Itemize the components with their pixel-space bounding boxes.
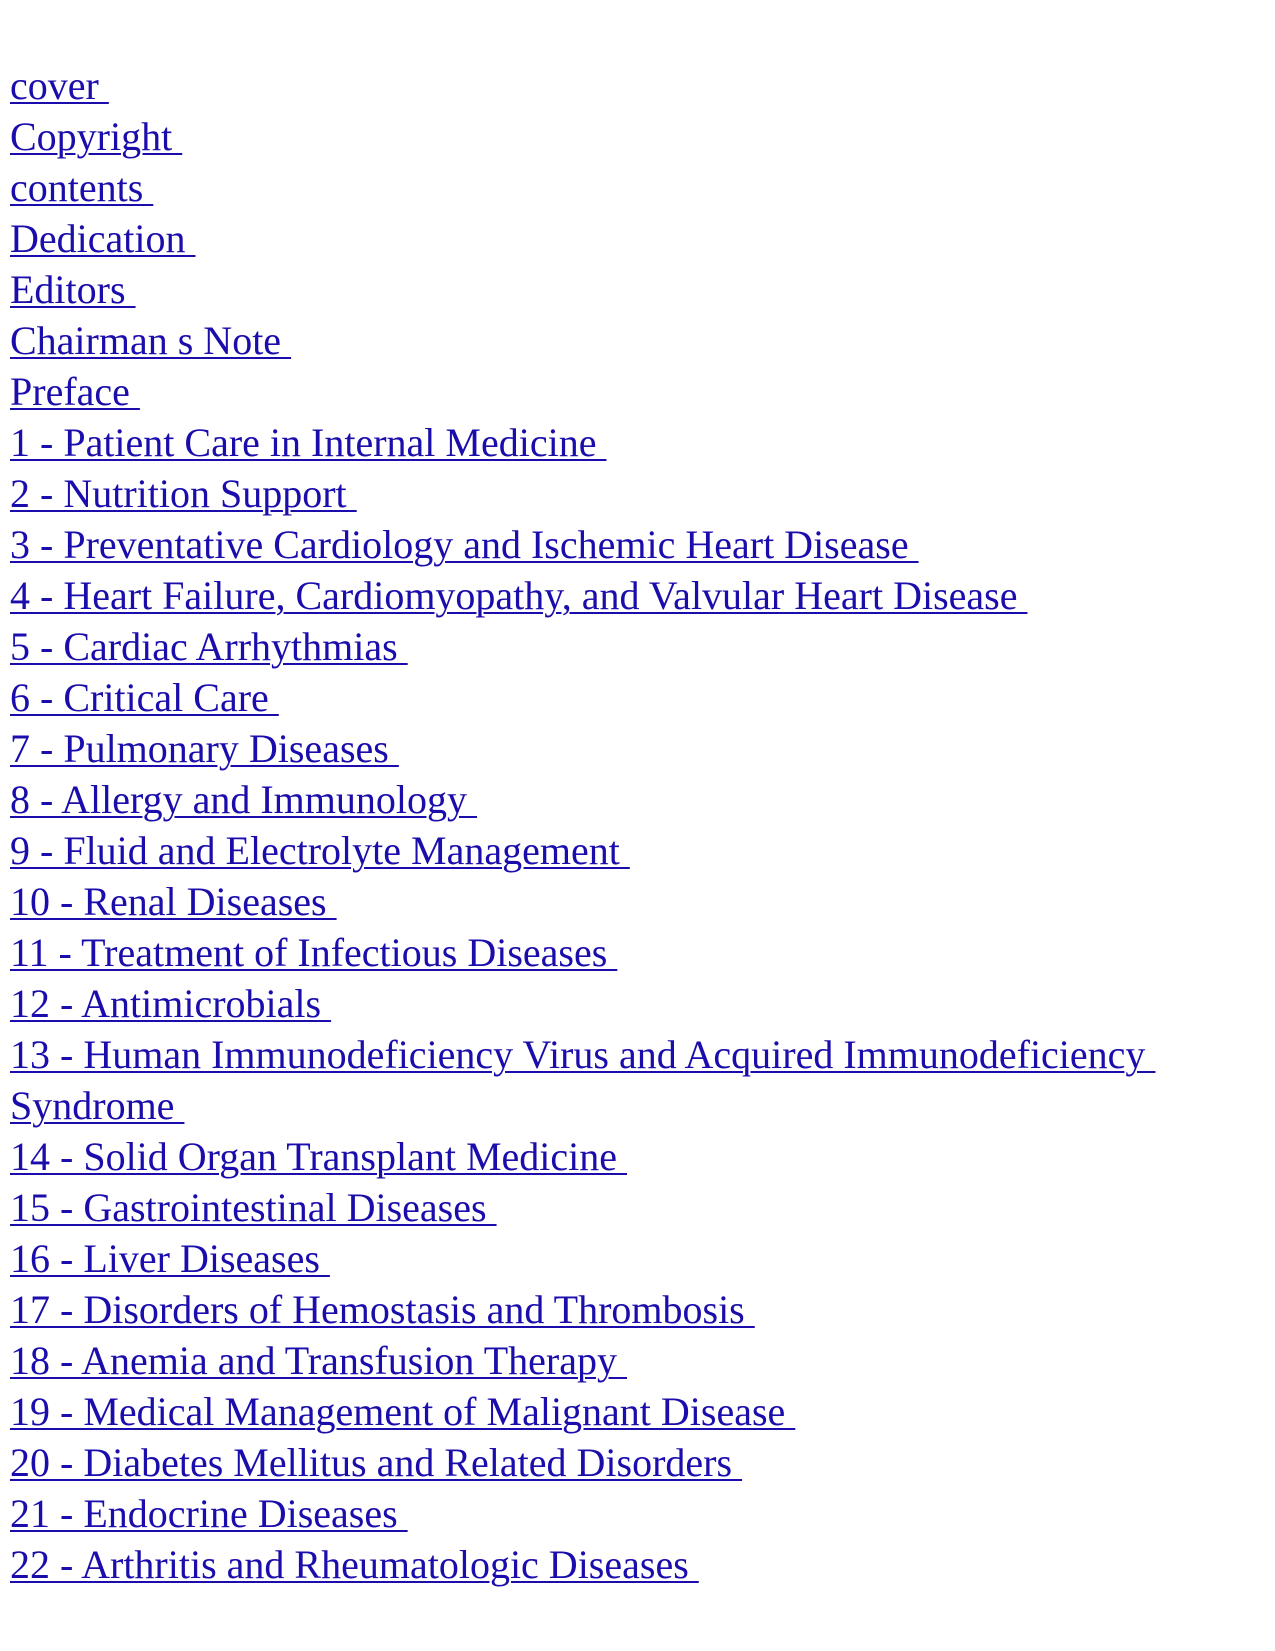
toc-link-chapter-20[interactable]: 20 - Diabetes Mellitus and Related Disorders [10,1440,743,1485]
toc-link-chapter-2[interactable]: 2 - Nutrition Support [10,471,357,516]
toc-link-chapter-11[interactable]: 11 - Treatment of Infectious Diseases [10,930,618,975]
toc-entry [10,1182,1250,1233]
toc-link-chapter-3[interactable]: 3 - Preventative Cardiology and Ischemic Heart Disease [10,522,919,567]
toc-entry [10,417,1250,468]
toc-entry [10,978,1250,1029]
toc-entry [10,1437,1250,1488]
toc-entry [10,927,1250,978]
toc-link-chapter-14[interactable]: 14 - Solid Organ Transplant Medicine [10,1134,628,1179]
toc-link-chapter-22[interactable]: 22 - Arthritis and Rheumatologic Diseases [10,1542,699,1587]
toc-entry [10,1284,1250,1335]
toc-link-chapter-19[interactable]: 19 - Medical Management of Malignant Disease [10,1389,796,1434]
toc-link-cover[interactable]: cover [10,63,109,108]
toc-entry [10,825,1250,876]
toc-link-chapter-1[interactable]: 1 - Patient Care in Internal Medicine [10,420,607,465]
toc-entry [10,621,1250,672]
toc-link-chapter-9[interactable]: 9 - Fluid and Electrolyte Management [10,828,630,873]
toc-link-chapter-8[interactable]: 8 - Allergy and Immunology [10,777,477,822]
toc-entry [10,774,1250,825]
toc-link-editors[interactable]: Editors [10,267,136,312]
toc-link-chapter-5[interactable]: 5 - Cardiac Arrhythmias [10,624,408,669]
toc-entry [10,519,1250,570]
toc-entry [10,111,1250,162]
toc-link-chapter-16[interactable]: 16 - Liver Diseases [10,1236,330,1281]
toc-link-copyright[interactable]: Copyright [10,114,183,159]
toc-entry [10,1233,1250,1284]
toc-entry [10,723,1250,774]
toc-link-preface[interactable]: Preface [10,369,140,414]
toc-link-chapter-7[interactable]: 7 - Pulmonary Diseases [10,726,399,771]
toc-link-dedication[interactable]: Dedication [10,216,196,261]
toc-entry [10,570,1250,621]
toc-entry [10,162,1250,213]
table-of-contents [10,60,1250,1590]
toc-link-chapter-10[interactable]: 10 - Renal Diseases [10,879,337,924]
toc-link-chapter-15[interactable]: 15 - Gastrointestinal Diseases [10,1185,497,1230]
toc-entry [10,672,1250,723]
toc-entry [10,1335,1250,1386]
toc-entry [10,468,1250,519]
toc-link-chapter-12[interactable]: 12 - Antimicrobials [10,981,332,1026]
toc-link-contents[interactable]: contents [10,165,154,210]
toc-entry [10,60,1250,111]
toc-entry [10,264,1250,315]
toc-entry [10,1029,1250,1131]
toc-link-chapter-21[interactable]: 21 - Endocrine Diseases [10,1491,408,1536]
toc-entry [10,876,1250,927]
toc-entry [10,315,1250,366]
toc-entry [10,1386,1250,1437]
toc-entry [10,1539,1250,1590]
toc-link-chapter-4[interactable]: 4 - Heart Failure, Cardiomyopathy, and Valvular Heart Disease [10,573,1028,618]
toc-entry [10,366,1250,417]
toc-link-chapter-6[interactable]: 6 - Critical Care [10,675,279,720]
toc-entry [10,1488,1250,1539]
toc-link-chapter-13[interactable]: 13 - Human Immunodeficiency Virus and Acquired Immunodeficiency Syndrome [10,1032,1156,1128]
toc-link-chapter-17[interactable]: 17 - Disorders of Hemostasis and Thrombosis [10,1287,755,1332]
toc-entry [10,213,1250,264]
toc-entry [10,1131,1250,1182]
toc-link-chapter-18[interactable]: 18 - Anemia and Transfusion Therapy [10,1338,627,1383]
toc-link-chairmans-note[interactable]: Chairman s Note [10,318,292,363]
